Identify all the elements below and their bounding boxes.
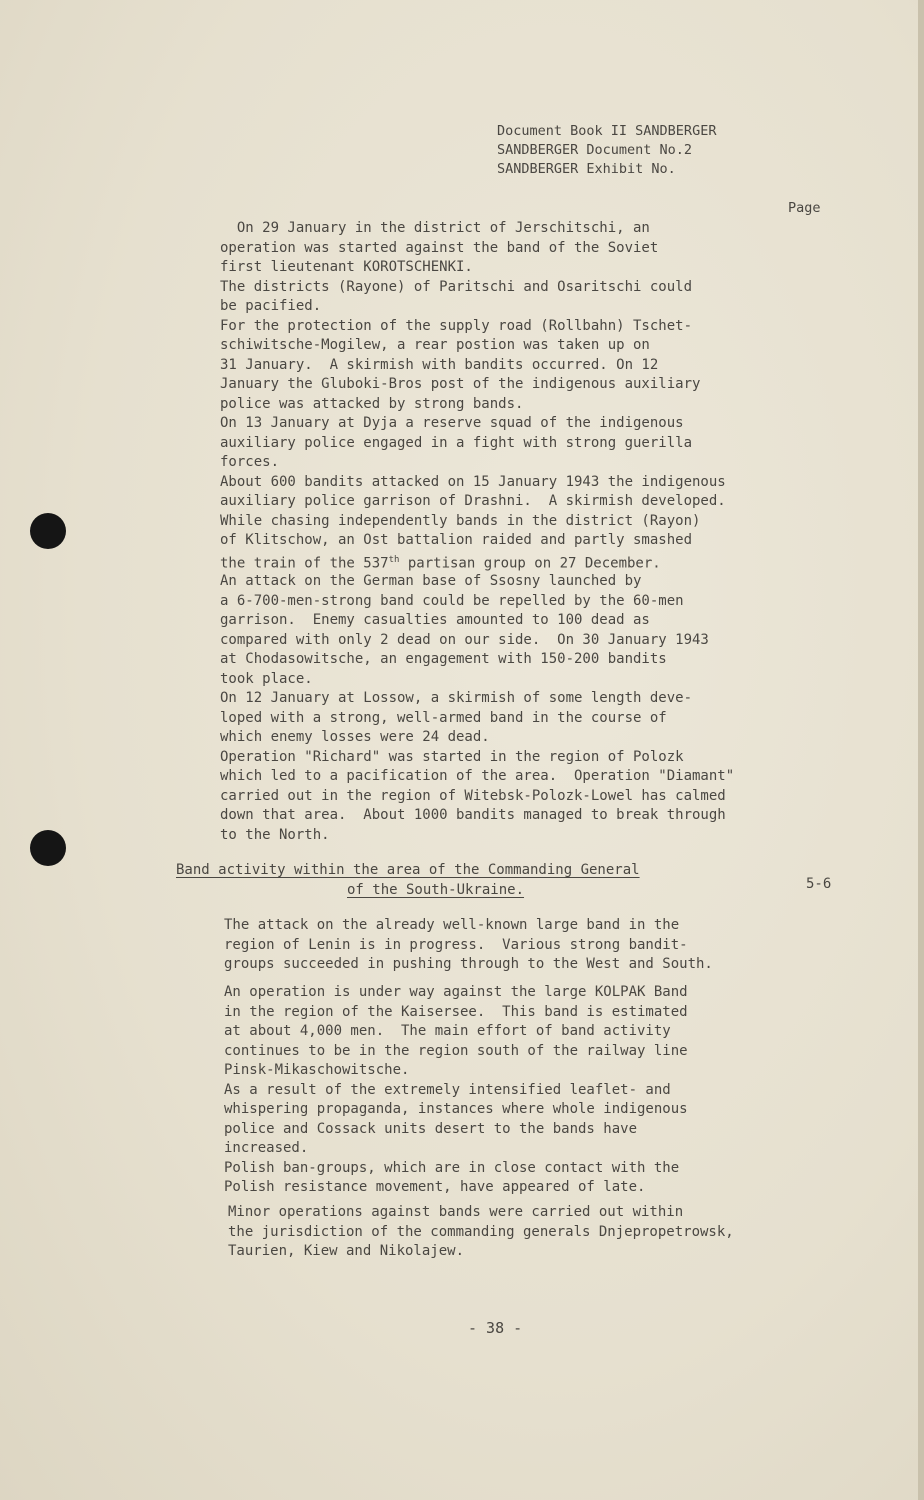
section-5	[228, 1203, 828, 1262]
text-line: increased.	[224, 1140, 309, 1156]
text-line: January the Gluboki-Bros post of the indigenous auxiliary	[220, 376, 701, 392]
text-line: carried out in the region of Witebsk-Polozk-Lowel has calmed	[220, 787, 726, 804]
punch-hole-top	[30, 513, 66, 549]
text-line: Polish resistance movement, have appeared of late.	[224, 1179, 646, 1195]
text-line: police and Cossack units desert to the bands have	[224, 1120, 638, 1137]
text-line: 31 January. A skirmish with bandits occurred. On 12	[220, 356, 659, 373]
text-line: On 29 January in the district of Jerschitschi, an	[220, 220, 650, 236]
text-line: continues to be in the region south of the railway line	[224, 1042, 688, 1059]
text-line: first lieutenant KOROTSCHENKI.	[220, 259, 473, 275]
header-line-3: SANDBERGER Exhibit No.	[497, 161, 676, 177]
text-line: An attack on the German base of Ssosny launched by	[220, 573, 642, 589]
text-line: at about 4,000 men. The main effort of band activity	[224, 1023, 671, 1039]
heading-line-2: of the South-Ukraine.	[347, 882, 525, 898]
paper-edge	[918, 0, 924, 1500]
text-line: a 6-700-men-strong band could be repelled by the 60-men	[220, 592, 684, 609]
text-fragment: the train of the 537	[220, 555, 389, 572]
text-line: For the protection of the supply road (Rollbahn) Tschet-	[220, 317, 693, 334]
margin-reference: 5-6	[806, 876, 832, 892]
superscript: th	[388, 554, 400, 565]
punch-hole-bottom	[30, 830, 66, 866]
text-line: of Klitschow, an Ost battalion raided and partly smashed	[220, 532, 693, 548]
text-line: Taurien, Kiew and Nikolajew.	[228, 1243, 465, 1259]
text-line: The attack on the already well-known large band in the	[224, 917, 680, 933]
text-line: As a result of the extremely intensified leaflet- and	[224, 1081, 671, 1098]
text-line: region of Lenin is in progress. Various strong bandit-	[224, 936, 688, 953]
text-line: On 13 January at Dyja a reserve squad of the indigenous	[220, 415, 684, 431]
text-line: down that area. About 1000 bandits managed to break through	[220, 807, 726, 823]
section-heading	[176, 860, 640, 900]
text-line: About 600 bandits attacked on 15 January 1943 the indigenous	[220, 473, 726, 490]
text-line: groups succeeded in pushing through to the West and South.	[224, 956, 713, 972]
document-header	[497, 122, 716, 179]
text-line: compared with only 2 dead on our side. On 30 January 1943	[220, 631, 709, 648]
text-line: operation was started against the band of the Soviet	[220, 239, 659, 256]
text-line	[220, 551, 820, 574]
text-line: The districts (Rayone) of Paritschi and Osaritschi could	[220, 278, 693, 295]
text-line: Minor operations against bands were carried out within	[228, 1204, 684, 1220]
text-line: in the region of the Kaisersee. This band is estimated	[224, 1003, 688, 1020]
text-line: auxiliary police engaged in a fight with strong guerilla	[220, 434, 693, 451]
text-line: Polish ban-groups, which are in close contact with the	[224, 1159, 680, 1176]
text-line: Pinsk-Mikaschowitsche.	[224, 1062, 410, 1078]
text-line: auxiliary police garrison of Drashni. A skirmish developed.	[220, 493, 726, 509]
header-line-1: Document Book II SANDBERGER	[497, 123, 717, 139]
text-line: be pacified.	[220, 298, 322, 314]
text-line: the jurisdiction of the commanding generals Dnjepropetrowsk,	[228, 1223, 734, 1240]
section-2	[220, 572, 820, 845]
page-label: Page	[788, 200, 821, 216]
text-line: forces.	[220, 454, 280, 470]
text-line: An operation is under way against the large KOLPAK Band	[224, 984, 688, 1000]
section-3	[224, 916, 824, 975]
text-line: took place.	[220, 670, 313, 687]
text-line: Operation "Richard" was started in the region of Polozk	[220, 748, 684, 765]
text-line: On 12 January at Lossow, a skirmish of some length deve-	[220, 690, 693, 706]
text-line: schiwitsche-Mogilew, a rear postion was taken up on	[220, 337, 650, 353]
text-line: which led to a pacification of the area. Operation "Diamant"	[220, 768, 735, 784]
page-number: - 38 -	[468, 1319, 523, 1337]
text-line: loped with a strong, well-armed band in the course of	[220, 709, 667, 726]
text-fragment: partisan group on 27 December.	[399, 555, 661, 572]
heading-line-1: Band activity within the area of the Commanding General	[176, 862, 640, 878]
text-line: whispering propaganda, instances where whole indigenous	[224, 1101, 688, 1117]
text-line: at Chodasowitsche, an engagement with 150-200 bandits	[220, 651, 667, 667]
text-line: While chasing independently bands in the district (Rayon)	[220, 512, 701, 529]
header-line-2: SANDBERGER Document No.2	[497, 142, 693, 158]
section-1	[220, 219, 820, 574]
text-line: which enemy losses were 24 dead.	[220, 729, 490, 745]
section-4	[224, 983, 824, 1198]
text-line: to the North.	[220, 826, 330, 843]
text-line: garrison. Enemy casualties amounted to 100 dead as	[220, 612, 650, 628]
text-line: police was attacked by strong bands.	[220, 395, 524, 412]
